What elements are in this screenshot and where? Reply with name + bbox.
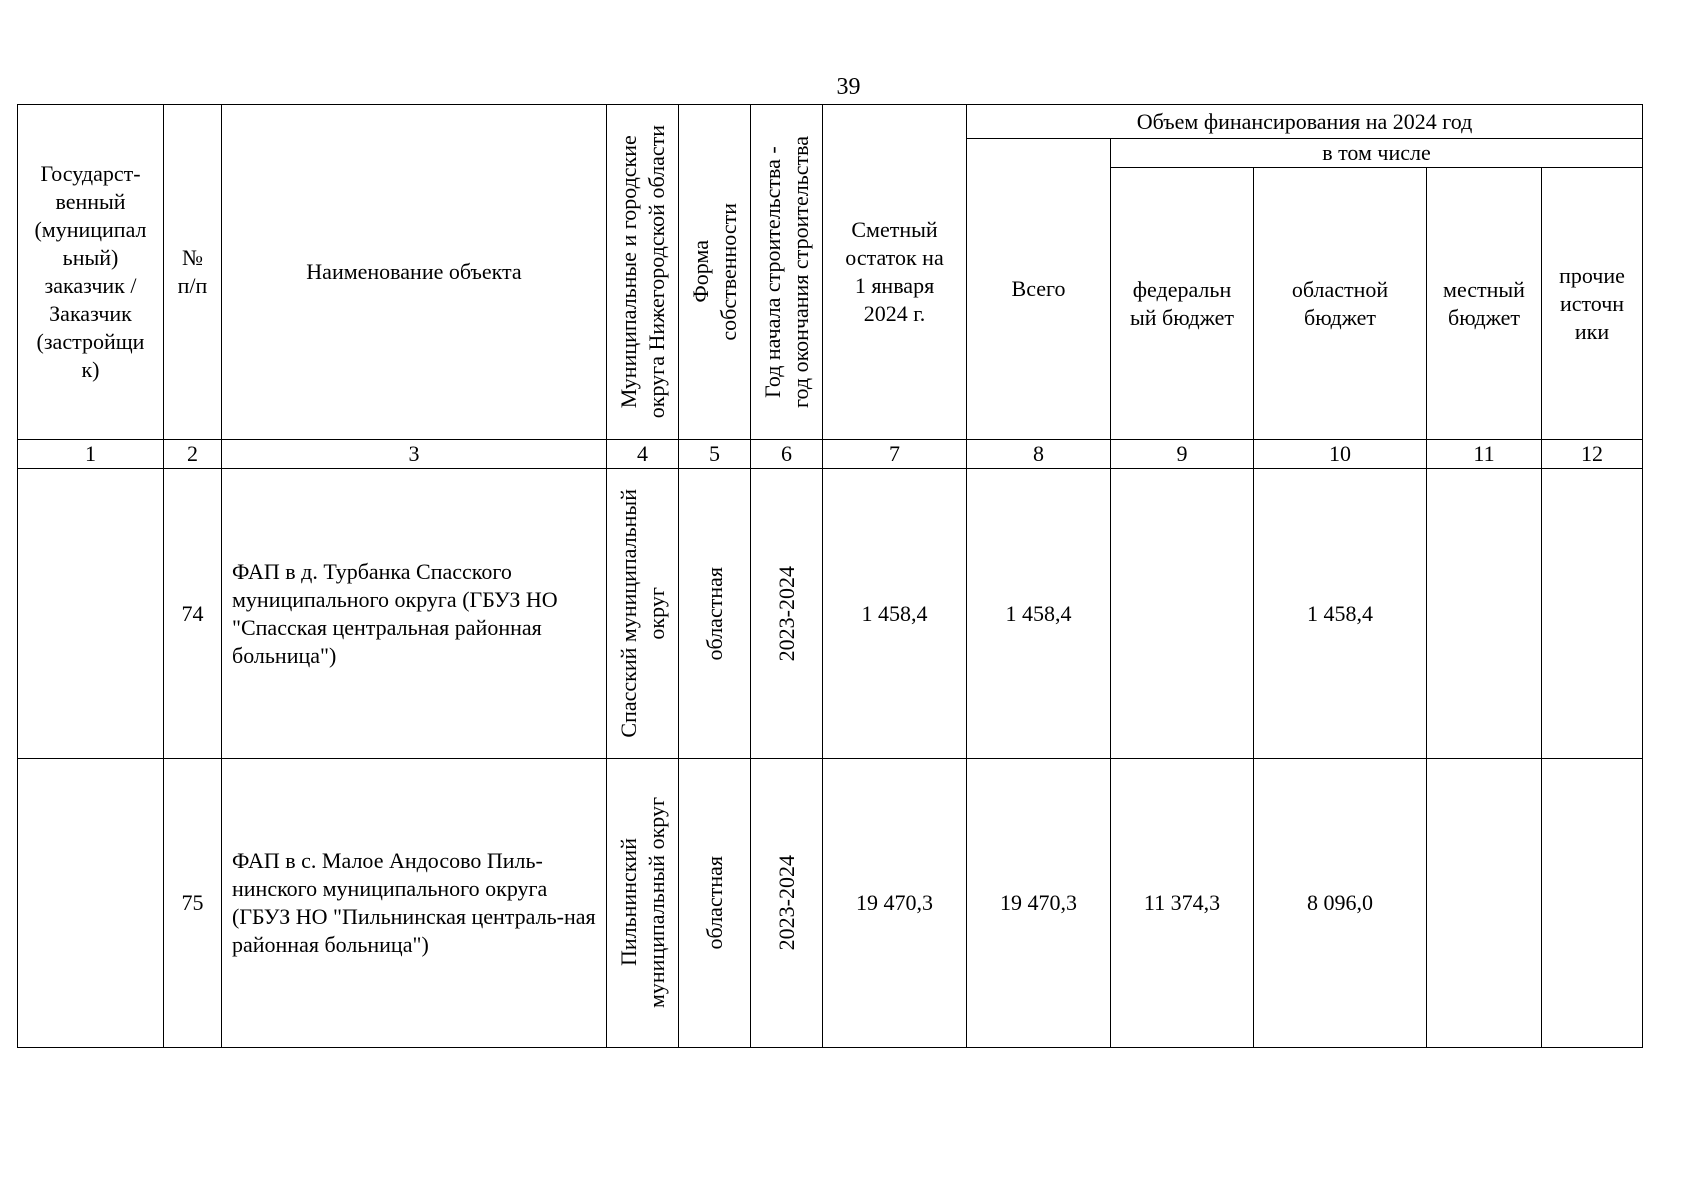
table-row	[18, 759, 1643, 1048]
row-total: 1 458,4	[967, 469, 1111, 759]
header-customer: Государст- венный (муниципал ьный) заказчик / Заказчик (застройщи к)	[18, 105, 164, 440]
column-number: 10	[1254, 440, 1427, 469]
row-customer	[18, 469, 164, 759]
row-num: 74	[164, 469, 222, 759]
column-number: 6	[751, 440, 823, 469]
header-years-text: Год начала строительства - год окончания строительства	[759, 136, 813, 408]
column-number: 8	[967, 440, 1111, 469]
header-including: в том числе	[1111, 139, 1643, 168]
row-estimate: 19 470,3	[823, 759, 967, 1048]
row-years-text: 2023-2024	[773, 855, 799, 951]
column-number: 2	[164, 440, 222, 469]
column-number: 7	[823, 440, 967, 469]
table-row	[18, 469, 1643, 759]
row-ownership	[679, 469, 751, 759]
row-years-text: 2023-2024	[773, 565, 799, 662]
header-num: № п/п	[164, 105, 222, 440]
row-total: 19 470,3	[967, 759, 1111, 1048]
header-funding-volume: Объем финансирования на 2024 год	[967, 105, 1643, 139]
row-ownership	[679, 759, 751, 1048]
row-federal	[1111, 469, 1254, 759]
column-number: 9	[1111, 440, 1254, 469]
header-total: Всего	[967, 139, 1111, 440]
header-object-name: Наименование объекта	[222, 105, 607, 440]
financing-table	[17, 104, 1643, 1048]
row-object-name: ФАП в д. Турбанка Спасского муниципального округа (ГБУЗ НО "Спасская центральная районная больница")	[222, 469, 607, 759]
column-number: 4	[607, 440, 679, 469]
column-number: 11	[1427, 440, 1542, 469]
row-federal: 11 374,3	[1111, 759, 1254, 1048]
header-federal: федеральн ый бюджет	[1111, 168, 1254, 440]
header-ownership	[679, 105, 751, 440]
row-local	[1427, 759, 1542, 1048]
row-ownership-text: областная	[701, 566, 727, 661]
header-ownership-text: Форма собственности	[687, 203, 741, 341]
column-number: 5	[679, 440, 751, 469]
row-district	[607, 759, 679, 1048]
row-local	[1427, 469, 1542, 759]
row-estimate: 1 458,4	[823, 469, 967, 759]
row-ownership-text: областная	[701, 856, 727, 950]
row-district-text: Пильнинский муниципальный округ	[615, 797, 669, 1009]
row-other	[1542, 759, 1643, 1048]
column-number: 1	[18, 440, 164, 469]
row-object-name: ФАП в с. Малое Андосово Пиль-нинского муниципального округа (ГБУЗ НО "Пильнинская централь-ная районная больница")	[222, 759, 607, 1048]
page-number: 39	[836, 74, 861, 100]
column-number: 12	[1542, 440, 1643, 469]
row-num: 75	[164, 759, 222, 1048]
row-years	[751, 759, 823, 1048]
row-other	[1542, 469, 1643, 759]
header-estimate-remainder: Сметный остаток на 1 января 2024 г.	[823, 105, 967, 440]
header-districts-text: Муниципальные и городские округа Нижегородской области	[615, 125, 669, 419]
column-numbers-row	[18, 440, 1643, 469]
row-years	[751, 469, 823, 759]
header-districts	[607, 105, 679, 440]
header-years	[751, 105, 823, 440]
header-other: прочие источн ики	[1542, 168, 1643, 440]
row-district-text: Спасский муниципальный округ	[615, 489, 669, 738]
column-number: 3	[222, 440, 607, 469]
row-district	[607, 469, 679, 759]
row-regional: 1 458,4	[1254, 469, 1427, 759]
header-regional: областной бюджет	[1254, 168, 1427, 440]
header-local: местный бюджет	[1427, 168, 1542, 440]
row-customer	[18, 759, 164, 1048]
row-regional: 8 096,0	[1254, 759, 1427, 1048]
